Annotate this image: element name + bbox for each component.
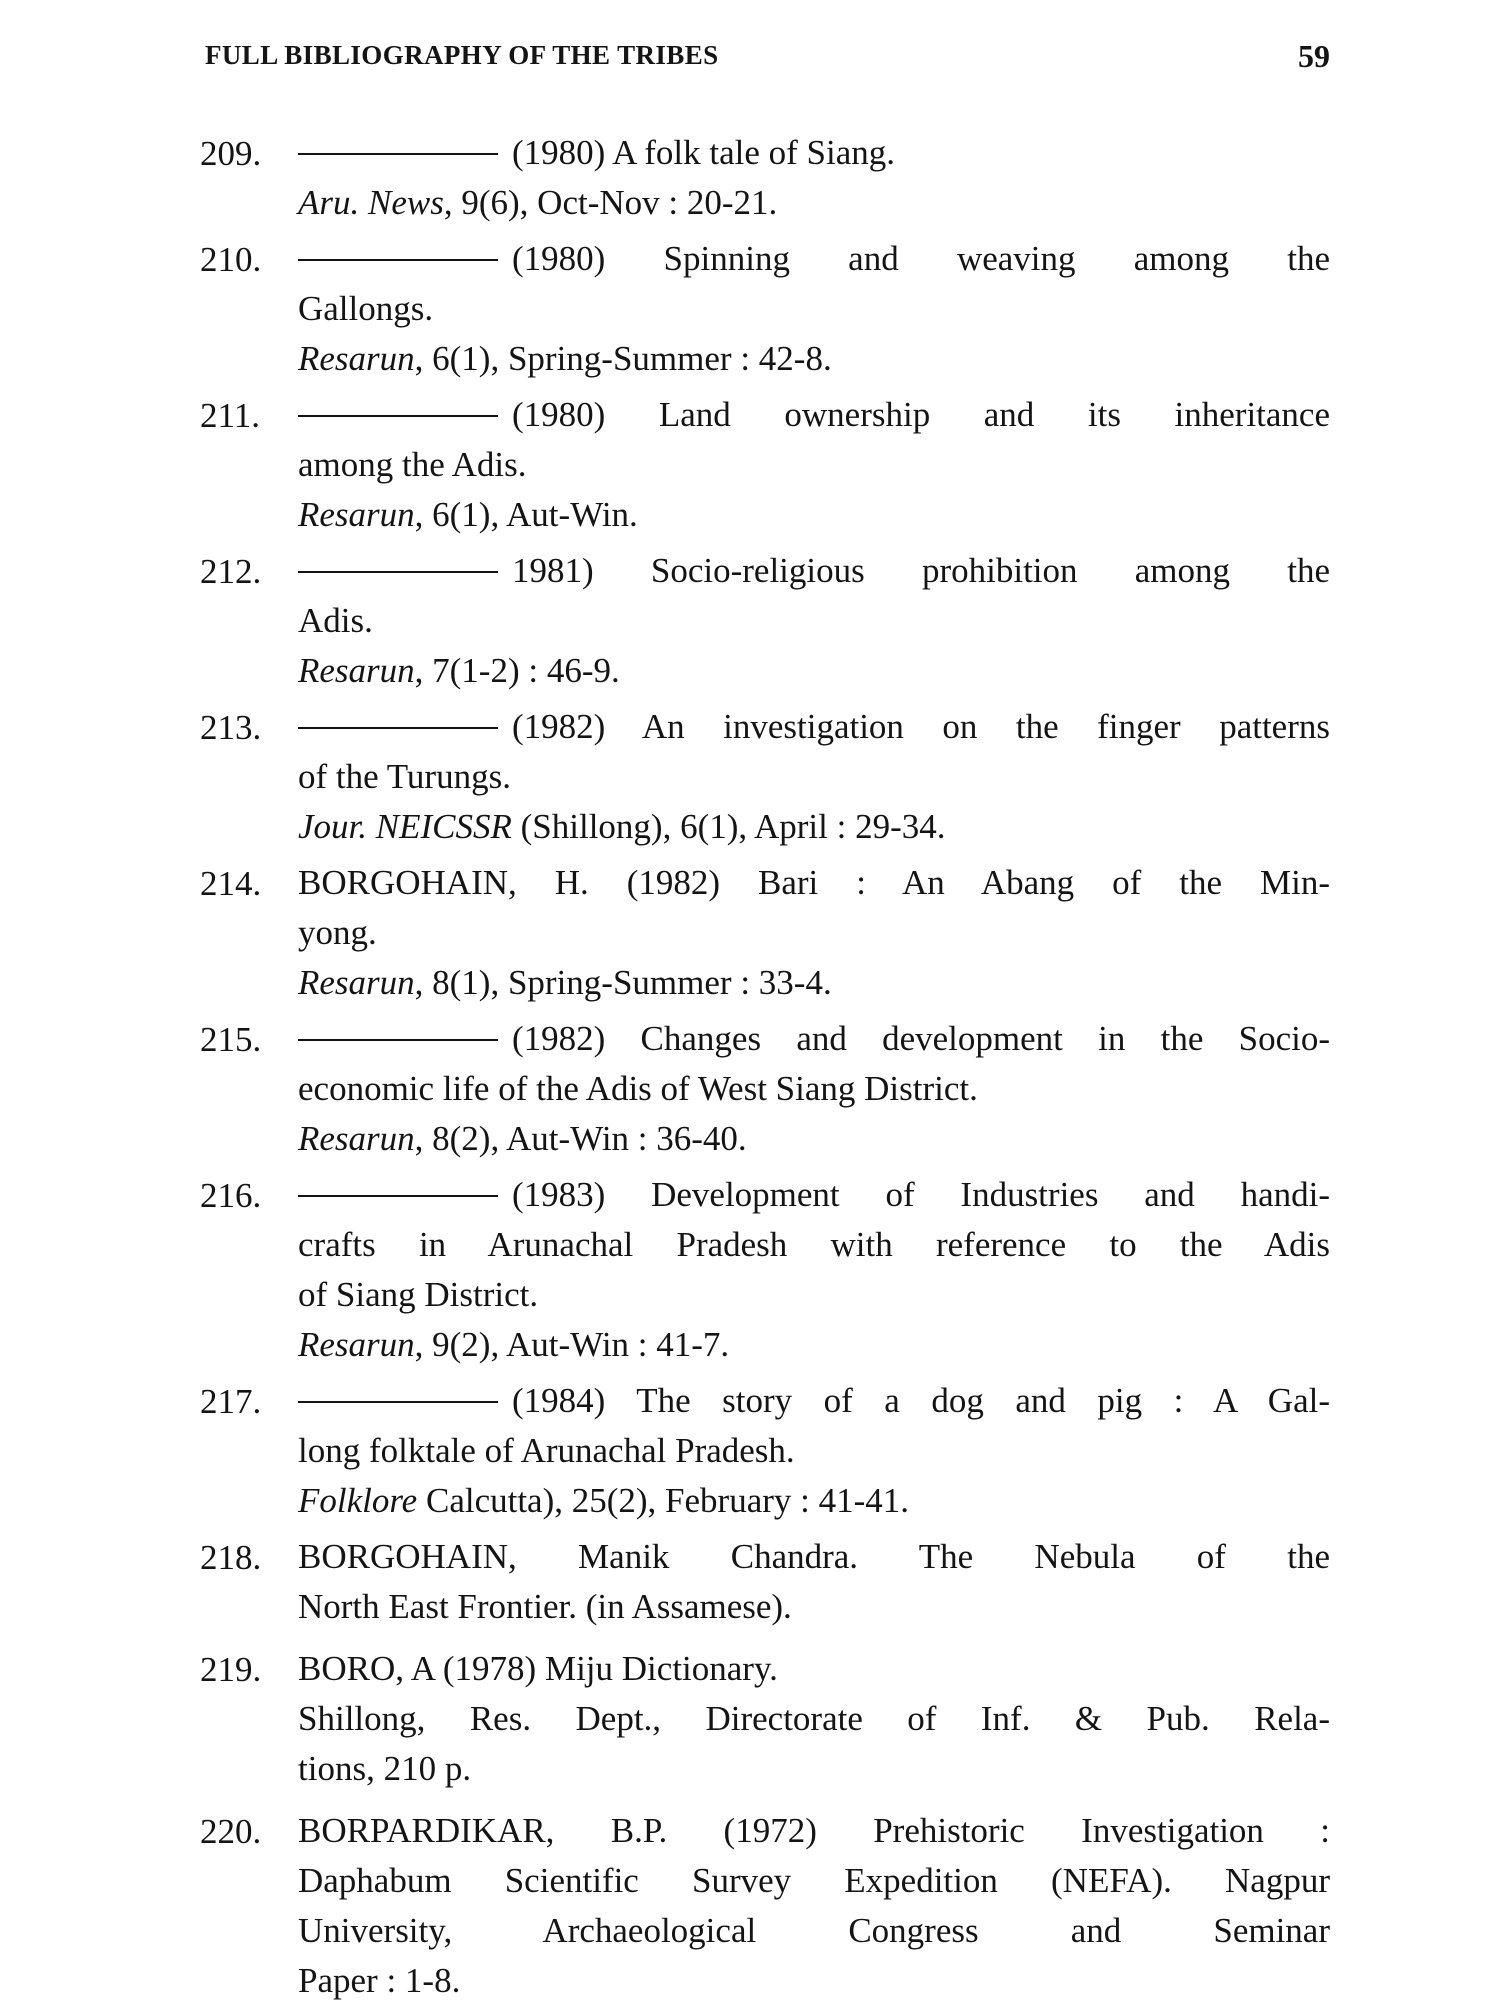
- entry-title-line: [298, 234, 1330, 284]
- entry-213: [200, 702, 1330, 852]
- entry-title: (1984) The story of a dog and pig : A Gal-: [512, 1381, 1330, 1420]
- entry-source: [298, 802, 1330, 852]
- journal-name: Resarun: [298, 963, 415, 1002]
- entry-number: 214.: [200, 864, 262, 903]
- journal-name: Jour. NEICSSR: [298, 807, 512, 846]
- entry-217: [200, 1376, 1330, 1526]
- journal-name: Resarun: [298, 1119, 415, 1158]
- source-details: , 9(2), Aut-Win : 41-7.: [414, 1325, 730, 1364]
- source-details: , 8(2), Aut-Win : 36-40.: [414, 1119, 747, 1158]
- entry-number: 213.: [200, 708, 262, 747]
- entry-text-line: North East Frontier. (in Assamese).: [298, 1587, 792, 1626]
- entry-title: (1982) Changes and development in the Socio-: [512, 1019, 1330, 1058]
- entry-220: [200, 1806, 1330, 2006]
- entry-212: [200, 546, 1330, 696]
- journal-name: Folklore: [298, 1481, 418, 1520]
- bibliography-entries: [200, 128, 1330, 2012]
- ditto-dash: [298, 259, 498, 261]
- entry-number: 209.: [200, 134, 262, 173]
- ditto-dash: [298, 727, 498, 729]
- entry-title-line: [298, 1376, 1330, 1426]
- entry-title-line: among the Adis.: [298, 445, 527, 484]
- entry-209: [200, 128, 1330, 228]
- source-details: Calcutta), 25(2), February : 41-41.: [417, 1481, 910, 1520]
- source-details: (Shillong), 6(1), April : 29-34.: [511, 807, 946, 846]
- entry-215: [200, 1014, 1330, 1164]
- journal-name: Resarun: [298, 1325, 415, 1364]
- running-head-title: FULL BIBLIOGRAPHY OF THE TRIBES: [205, 40, 719, 70]
- entry-source: [298, 646, 1330, 696]
- entry-title-line: [298, 1014, 1330, 1064]
- ditto-dash: [298, 1401, 498, 1403]
- entry-number: 215.: [200, 1020, 262, 1059]
- entry-title-line: of the Turungs.: [298, 757, 511, 796]
- entry-title-line: Gallongs.: [298, 289, 434, 328]
- source-details: , 8(1), Spring-Summer : 33-4.: [414, 963, 832, 1002]
- entry-source: [298, 490, 1330, 540]
- entry-title-line: crafts in Arunachal Pradesh with reference to the Adis: [298, 1225, 1330, 1264]
- entry-number: 210.: [200, 240, 262, 279]
- journal-name: Resarun: [298, 651, 415, 690]
- running-head: [205, 38, 1330, 78]
- entry-211: [200, 390, 1330, 540]
- entry-title-line: [298, 546, 1330, 596]
- entry-title-line: of Siang District.: [298, 1275, 539, 1314]
- entry-title: (1980) Spinning and weaving among the: [512, 239, 1330, 278]
- entry-source: [298, 1320, 1330, 1370]
- entry-text-line: Daphabum Scientific Survey Expedition (NEFA). Nagpur: [298, 1861, 1330, 1900]
- entry-title-line: yong.: [298, 913, 377, 952]
- source-details: , 7(1-2) : 46-9.: [414, 651, 620, 690]
- entry-text-line: BORO, A (1978) Miju Dictionary.: [298, 1649, 778, 1688]
- entry-title: (1980) Land ownership and its inheritance: [512, 395, 1330, 434]
- journal-name: Aru. News: [298, 183, 444, 222]
- entry-source: [298, 178, 1330, 228]
- entry-text-line: BORGOHAIN, Manik Chandra. The Nebula of the: [298, 1537, 1330, 1576]
- entry-210: [200, 234, 1330, 384]
- source-details: , 6(1), Aut-Win.: [414, 495, 638, 534]
- entry-219: [200, 1644, 1330, 1794]
- entry-source: [298, 1476, 1330, 1526]
- entry-218: [200, 1532, 1330, 1632]
- entry-number: 219.: [200, 1650, 262, 1689]
- entry-title-line: [298, 128, 1330, 178]
- source-details: , 9(6), Oct-Nov : 20-21.: [443, 183, 778, 222]
- entry-title: (1982) An investigation on the finger patterns: [512, 707, 1330, 746]
- entry-text-line: BORPARDIKAR, B.P. (1972) Prehistoric Investigation :: [298, 1811, 1330, 1850]
- entry-text-line: Paper : 1-8.: [298, 1961, 461, 2000]
- entry-number: 216.: [200, 1176, 262, 1215]
- entry-number: 217.: [200, 1382, 262, 1421]
- entry-text-line: tions, 210 p.: [298, 1749, 472, 1788]
- journal-name: Resarun: [298, 495, 415, 534]
- ditto-dash: [298, 571, 498, 573]
- entry-title-line: [298, 390, 1330, 440]
- journal-name: Resarun: [298, 339, 415, 378]
- entry-title: 1981) Socio-religious prohibition among the: [512, 551, 1330, 590]
- page-number: 59: [1298, 38, 1330, 74]
- entry-title: (1983) Development of Industries and handi-: [512, 1175, 1330, 1214]
- entry-title-line: economic life of the Adis of West Siang District.: [298, 1069, 978, 1108]
- entry-number: 212.: [200, 552, 262, 591]
- entry-title: (1980) A folk tale of Siang.: [512, 133, 896, 172]
- entry-title-line: BORGOHAIN, H. (1982) Bari : An Abang of the Min-: [298, 863, 1330, 902]
- entry-number: 220.: [200, 1812, 262, 1851]
- entry-title-line: long folktale of Arunachal Pradesh.: [298, 1431, 795, 1470]
- entry-title-line: Adis.: [298, 601, 373, 640]
- entry-number: 211.: [200, 396, 260, 435]
- ditto-dash: [298, 153, 498, 155]
- entry-number: 218.: [200, 1538, 262, 1577]
- entry-source: [298, 334, 1330, 384]
- entry-source: [298, 1114, 1330, 1164]
- entry-216: [200, 1170, 1330, 1370]
- ditto-dash: [298, 415, 498, 417]
- source-details: , 6(1), Spring-Summer : 42-8.: [414, 339, 832, 378]
- entry-title-line: [298, 702, 1330, 752]
- entry-text-line: University, Archaeological Congress and Seminar: [298, 1911, 1330, 1950]
- ditto-dash: [298, 1039, 498, 1041]
- entry-text-line: Shillong, Res. Dept., Directorate of Inf. & Pub. Rela-: [298, 1699, 1330, 1738]
- entry-214: [200, 858, 1330, 1008]
- entry-source: [298, 958, 1330, 1008]
- ditto-dash: [298, 1195, 498, 1197]
- entry-title-line: [298, 1170, 1330, 1220]
